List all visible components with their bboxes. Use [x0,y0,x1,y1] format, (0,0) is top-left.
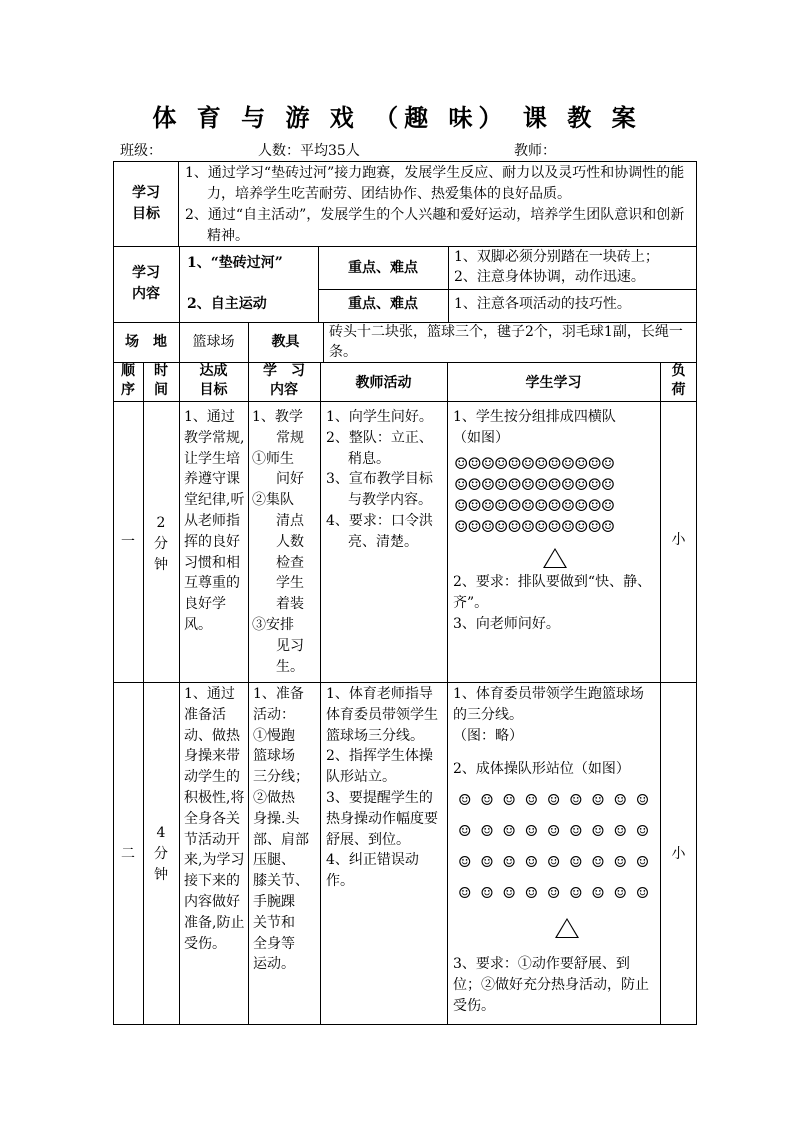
header-time: 时 间 [154,363,168,398]
key-difficulty-text-1: 1、双脚必须分别踏在一块砖上； 2、注意身体协调，动作迅速。 [454,249,659,285]
teacher-label: 教师： [514,143,556,159]
page-title: 体 育 与 游 戏 （趣 味） 课 教 案 [152,103,642,132]
equipment-label: 教具 [271,334,300,350]
teacher-triangle-icon [543,548,567,568]
content-item-2: 2、自主运动 [187,296,267,312]
smile-row: ☺☺☺☺☺☺☺☺☺☺☺☺ [454,517,615,536]
header-study: 学 习 内容 [263,363,305,398]
smile-row: ☺☺☺☺☺☺☺☺☺☺☺☺ [454,475,615,494]
smile-row: ☺ ☺ ☺ ☺ ☺ ☺ ☺ ☺ ☺ [458,853,650,871]
people-count: 人数：平均35人 [258,143,360,159]
row2-student-a: 1、体育委员带领学生跑篮球场的三分线。 （图：略） 2、成体操队形站位（如图） [453,686,644,777]
row1-student-b: 2、要求：排队要做到“快、静、齐”。 3、向老师问好。 [453,574,652,632]
equipment-value: 砖头十二块张，篮球三个，毽子2个，羽毛球1副，长绳一条。 [329,324,683,360]
header-goal: 达成 目标 [199,363,228,398]
row1-time: 2 分 钟 [154,515,168,573]
row2-student-b: 3、要求：①动作要舒展、到位；②做好充分热身活动，防止受伤。 [453,956,649,1014]
class-label: 班级： [120,143,162,159]
content-item-1: 1、“垫砖过河” [187,255,283,271]
header-order: 顺 序 [121,363,135,398]
objectives-label: 学习 目标 [132,185,160,222]
key-difficulty-label-2: 重点、难点 [348,296,418,312]
row2-study: 1、准备 活动： ①慢跑 篮球场 三分线； ②做热 身操.头 部、肩部 压腿、 膝关节、 手腕踝 关节和 全身等 运动。 [253,686,309,973]
row2-goal: 1、通过准备活动、做热身操来带动学生的积极性,将全身各关节活动开来,为学习接下来的内容做好准备,防止受伤。 [184,686,245,952]
header-teacher: 教师活动 [355,375,412,391]
row1-order: 一 [121,534,135,550]
key-difficulty-text-2: 1、注意各项活动的技巧性。 [454,296,631,312]
row1-load: 小 [671,532,686,548]
row1-study: 1、教学 常规 ①师生 问好 ②集队 清点 人数 检查 学生 着装 ③安排 见习 生。 [252,409,304,675]
row1-student-a: 1、学生按分组排成四横队 （如图） [453,409,616,446]
content-label: 学习 内容 [132,265,160,302]
smile-row: ☺ ☺ ☺ ☺ ☺ ☺ ☺ ☺ ☺ [458,791,650,809]
smile-row: ☺ ☺ ☺ ☺ ☺ ☺ ☺ ☺ ☺ [458,884,650,902]
smile-row: ☺☺☺☺☺☺☺☺☺☺☺☺ [454,454,615,473]
row2-time: 4 分 钟 [154,825,168,883]
venue-label: 场 地 [125,334,167,350]
header-load: 负 荷 [671,363,686,398]
key-difficulty-label-1: 重点、难点 [348,260,418,276]
row1-goal: 1、通过教学常规,让学生培养遵守课堂纪律,听从老师指挥的良好习惯和相互尊重的良好学风。 [184,409,245,633]
smile-row: ☺☺☺☺☺☺☺☺☺☺☺☺ [454,496,615,515]
teacher-triangle-icon [555,918,579,938]
row2-teacher: 1、体育老师指导体育委员带领学生篮球场三分线。 2、指挥学生体操队形站立。 3、要提醒学生的热身操动作幅度要舒展、到位。 4、纠正错误动作。 [326,686,438,890]
row1-formation [454,453,660,537]
row2-order: 二 [121,846,135,862]
smile-row: ☺ ☺ ☺ ☺ ☺ ☺ ☺ ☺ ☺ [458,822,650,840]
row1-teacher: 1、向学生问好。 2、整队：立正、稍息。 3、宣布教学目标与教学内容。 4、要求：口令洪亮、清楚。 [326,409,433,550]
row2-load: 小 [671,846,686,862]
objectives-text: 1、通过学习“垫砖过河”接力跑赛，发展学生反应、耐力以及灵巧性和协调性的能力，培养学生吃苦耐劳、团结协作、热爱集体的良好品质。 2、通过“自主活动”，发展学生的个人兴趣和爱好运动，培养学生团队意识和创新精神。 [185,165,685,244]
venue-value: 篮球场 [192,334,235,350]
header-student: 学生学习 [525,375,582,391]
lesson-table [113,161,697,1025]
row2-formation [458,785,662,909]
